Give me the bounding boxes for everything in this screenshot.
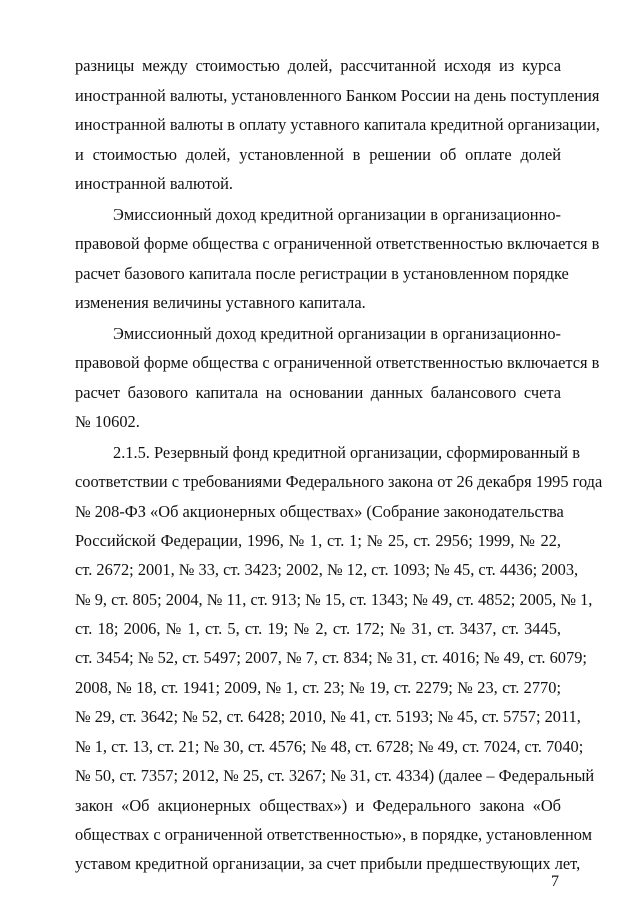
text-line: Эмиссионный доход кредитной организации в организационно-	[113, 324, 561, 343]
text-line: 2008, № 18, ст. 1941; 2009, № 1, ст. 23; № 19, ст. 2279; № 23, ст. 2770;	[75, 678, 561, 697]
text-line: правовой форме общества с ограниченной ответственностью включается в	[75, 234, 600, 253]
text-line: иностранной валюты в оплату уставного капитала кредитной организации,	[75, 115, 600, 134]
page-number: 7	[551, 873, 559, 890]
text-line: Эмиссионный доход кредитной организации в организационно-	[113, 205, 561, 224]
text-line: уставом кредитной организации, за счет прибыли предшествующих лет,	[75, 854, 581, 873]
text-line: № 1, ст. 13, ст. 21; № 30, ст. 4576; № 48, ст. 6728; № 49, ст. 7024, ст. 7040;	[75, 737, 584, 756]
text-line: № 29, ст. 3642; № 52, ст. 6428; 2010, № 41, ст. 5193; № 45, ст. 5757; 2011,	[75, 707, 581, 726]
text-line: иностранной валюты, установленного Банком России на день поступления	[75, 86, 600, 105]
text-line: № 10602.	[75, 412, 140, 431]
text-line: обществах с ограниченной ответственностью», в порядке, установленном	[75, 825, 593, 844]
text-line: разницы между стоимостью долей, рассчитанной исходя из курса	[75, 56, 561, 75]
text-line: Российской Федерации, 1996, № 1, ст. 1; № 25, ст. 2956; 1999, № 22,	[75, 531, 561, 550]
text-line: расчет базового капитала после регистрации в установленном порядке	[75, 264, 569, 283]
text-line: ст. 3454; № 52, ст. 5497; 2007, № 7, ст. 834; № 31, ст. 4016; № 49, ст. 6079;	[75, 648, 587, 667]
text-line: закон «Об акционерных обществах») и Федерального закона «Об	[75, 796, 561, 815]
text-line: 2.1.5. Резервный фонд кредитной организации, сформированный в	[113, 443, 580, 462]
text-line: соответствии с требованиями Федерального закона от 26 декабря 1995 года	[75, 472, 603, 491]
text-line: расчет базового капитала на основании данных балансового счета	[75, 383, 561, 402]
text-line: № 208-ФЗ «Об акционерных обществах» (Собрание законодательства	[75, 502, 564, 521]
text-line: № 9, ст. 805; 2004, № 11, ст. 913; № 15, ст. 1343; № 49, ст. 4852; 2005, № 1,	[75, 590, 593, 609]
text-line: иностранной валютой.	[75, 174, 234, 193]
text-line: № 50, ст. 7357; 2012, № 25, ст. 3267; № 31, ст. 4334) (далее – Федеральный	[75, 766, 595, 785]
text-line: правовой форме общества с ограниченной ответственностью включается в	[75, 353, 600, 372]
text-line: ст. 2672; 2001, № 33, ст. 3423; 2002, № 12, ст. 1093; № 45, ст. 4436; 2003,	[75, 560, 579, 579]
text-line: и стоимостью долей, установленной в решении об оплате долей	[75, 145, 561, 164]
text-line: ст. 18; 2006, № 1, ст. 5, ст. 19; № 2, ст. 172; № 31, ст. 3437, ст. 3445,	[75, 619, 561, 638]
text-line: изменения величины уставного капитала.	[75, 293, 366, 312]
